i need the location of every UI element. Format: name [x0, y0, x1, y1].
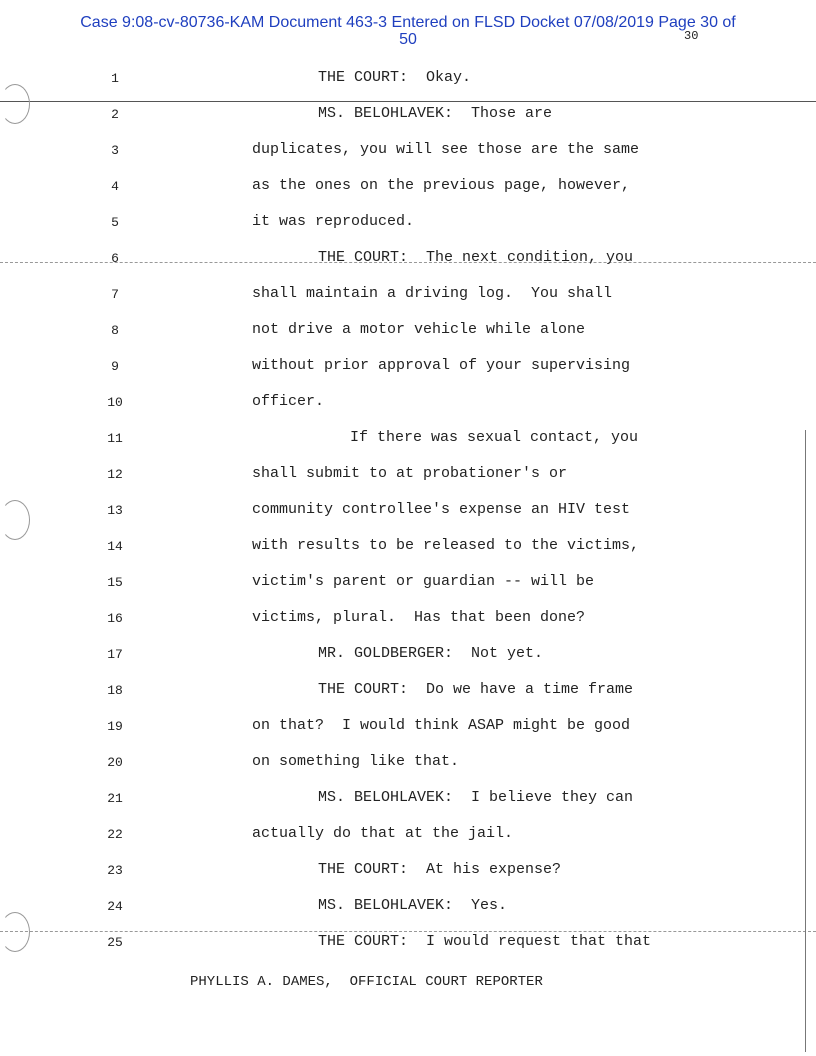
line-text: THE COURT: The next condition, you [318, 249, 634, 266]
bottom-rule [0, 931, 816, 932]
line-number: 7 [111, 287, 119, 302]
line-number: 2 [111, 107, 119, 122]
line-text: If there was sexual contact, you [350, 429, 639, 446]
transcript-page-number: 30 [684, 29, 699, 43]
line-number: 6 [111, 251, 119, 266]
docket-header-line2: 50 [399, 31, 417, 48]
punch-hole-middle [0, 500, 30, 540]
line-number: 21 [107, 791, 123, 806]
line-text: MS. BELOHLAVEK: Those are [318, 105, 553, 122]
line-number: 3 [111, 143, 119, 158]
line-number: 16 [107, 611, 123, 626]
line-text: not drive a motor vehicle while alone [252, 321, 586, 338]
line-number: 5 [111, 215, 119, 230]
line-text: as the ones on the previous page, however, [252, 177, 631, 194]
line-text: actually do that at the jail. [252, 825, 514, 842]
line-number: 4 [111, 179, 119, 194]
court-reporter-footer: PHYLLIS A. DAMES, OFFICIAL COURT REPORTER [190, 974, 543, 990]
line-number: 18 [107, 683, 123, 698]
line-number: 11 [107, 431, 123, 446]
line-number: 22 [107, 827, 123, 842]
line-text: THE COURT: I would request that that [318, 933, 652, 950]
line-text: THE COURT: Okay. [318, 69, 472, 86]
line-text: victim's parent or guardian -- will be [252, 573, 595, 590]
line-text: on that? I would think ASAP might be good [252, 717, 631, 734]
line-number: 13 [107, 503, 123, 518]
line-number: 14 [107, 539, 123, 554]
punch-hole-top [0, 84, 30, 124]
line-number: 10 [107, 395, 123, 410]
line-number: 19 [107, 719, 123, 734]
line-text: on something like that. [252, 753, 460, 770]
line-text: MR. GOLDBERGER: Not yet. [318, 645, 544, 662]
line-text: officer. [252, 393, 325, 410]
line-text: with results to be released to the victims, [252, 537, 640, 554]
line-text: THE COURT: Do we have a time frame [318, 681, 634, 698]
line-number: 25 [107, 935, 123, 950]
line-text: shall maintain a driving log. You shall [252, 285, 613, 302]
line-number: 24 [107, 899, 123, 914]
line-number: 9 [111, 359, 119, 374]
right-margin-line [805, 430, 806, 1052]
punch-hole-bottom [0, 912, 30, 952]
line-text: MS. BELOHLAVEK: Yes. [318, 897, 508, 914]
line-text: shall submit to at probationer's or [252, 465, 568, 482]
line-number: 17 [107, 647, 123, 662]
line-number: 23 [107, 863, 123, 878]
line-text: duplicates, you will see those are the same [252, 141, 640, 158]
line-text: THE COURT: At his expense? [318, 861, 562, 878]
line-number: 20 [107, 755, 123, 770]
line-text: without prior approval of your supervising [252, 357, 631, 374]
line-number: 8 [111, 323, 119, 338]
line-text: victims, plural. Has that been done? [252, 609, 586, 626]
line-number: 12 [107, 467, 123, 482]
line-text: community controllee's expense an HIV test [252, 501, 631, 518]
line-text: it was reproduced. [252, 213, 415, 230]
line-text: MS. BELOHLAVEK: I believe they can [318, 789, 634, 806]
line-number: 1 [111, 71, 119, 86]
line-number: 15 [107, 575, 123, 590]
top-rule [0, 101, 816, 102]
docket-header-line1: Case 9:08-cv-80736-KAM Document 463-3 Entered on FLSD Docket 07/08/2019 Page 30 of [80, 14, 736, 31]
